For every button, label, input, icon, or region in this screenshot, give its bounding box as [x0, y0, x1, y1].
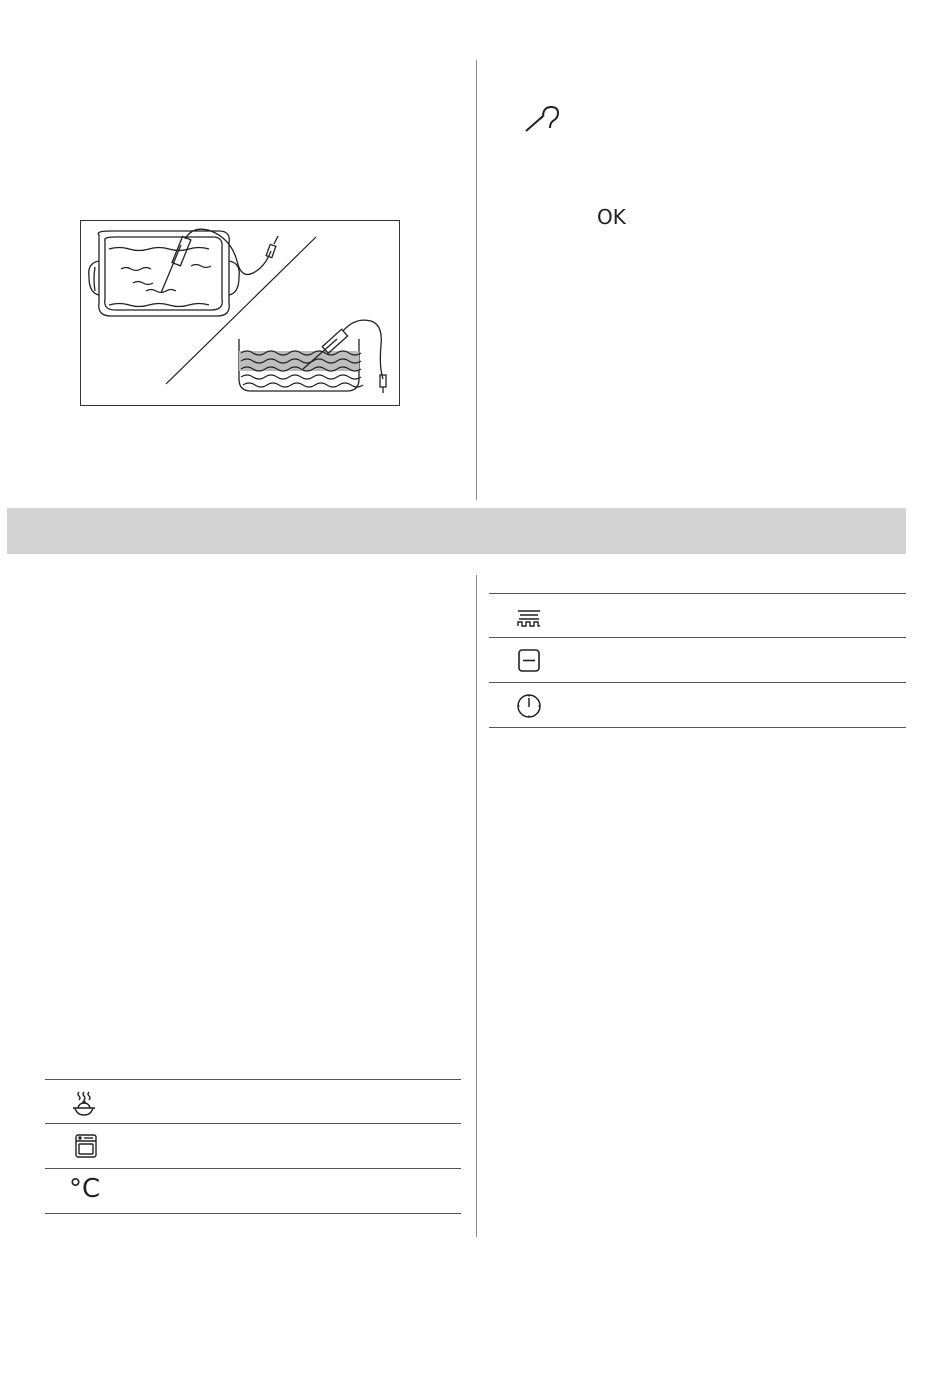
- symbol-row-minus: [489, 638, 906, 683]
- column-divider-top: [476, 60, 477, 500]
- warm-dish-icon: [69, 1088, 99, 1118]
- minus-button-icon: [514, 646, 544, 676]
- column-divider-bottom: [476, 575, 477, 1237]
- symbol-row-keep-warm: [45, 1079, 461, 1124]
- section-heading-band: [7, 508, 906, 554]
- symbol-row-bottom-heat: [489, 593, 906, 638]
- right-symbol-table: [489, 593, 906, 728]
- oven-icon: [71, 1132, 101, 1162]
- ok-button-label: OK: [597, 205, 626, 229]
- roasting-dish-icon: [89, 231, 240, 316]
- celsius-icon: °C: [69, 1174, 101, 1204]
- probe-illustration: [80, 220, 400, 406]
- symbol-row-oven: [45, 1124, 461, 1169]
- probe-illustration-drawing: [81, 221, 399, 405]
- liquid-pot-icon: [239, 339, 363, 391]
- clock-icon: [514, 691, 544, 721]
- symbol-row-temperature: [45, 1169, 461, 1214]
- core-temperature-probe-icon: [522, 103, 562, 137]
- left-symbol-table: [45, 1079, 461, 1214]
- bottom-heat-icon: [514, 602, 544, 632]
- symbol-row-clock: [489, 683, 906, 728]
